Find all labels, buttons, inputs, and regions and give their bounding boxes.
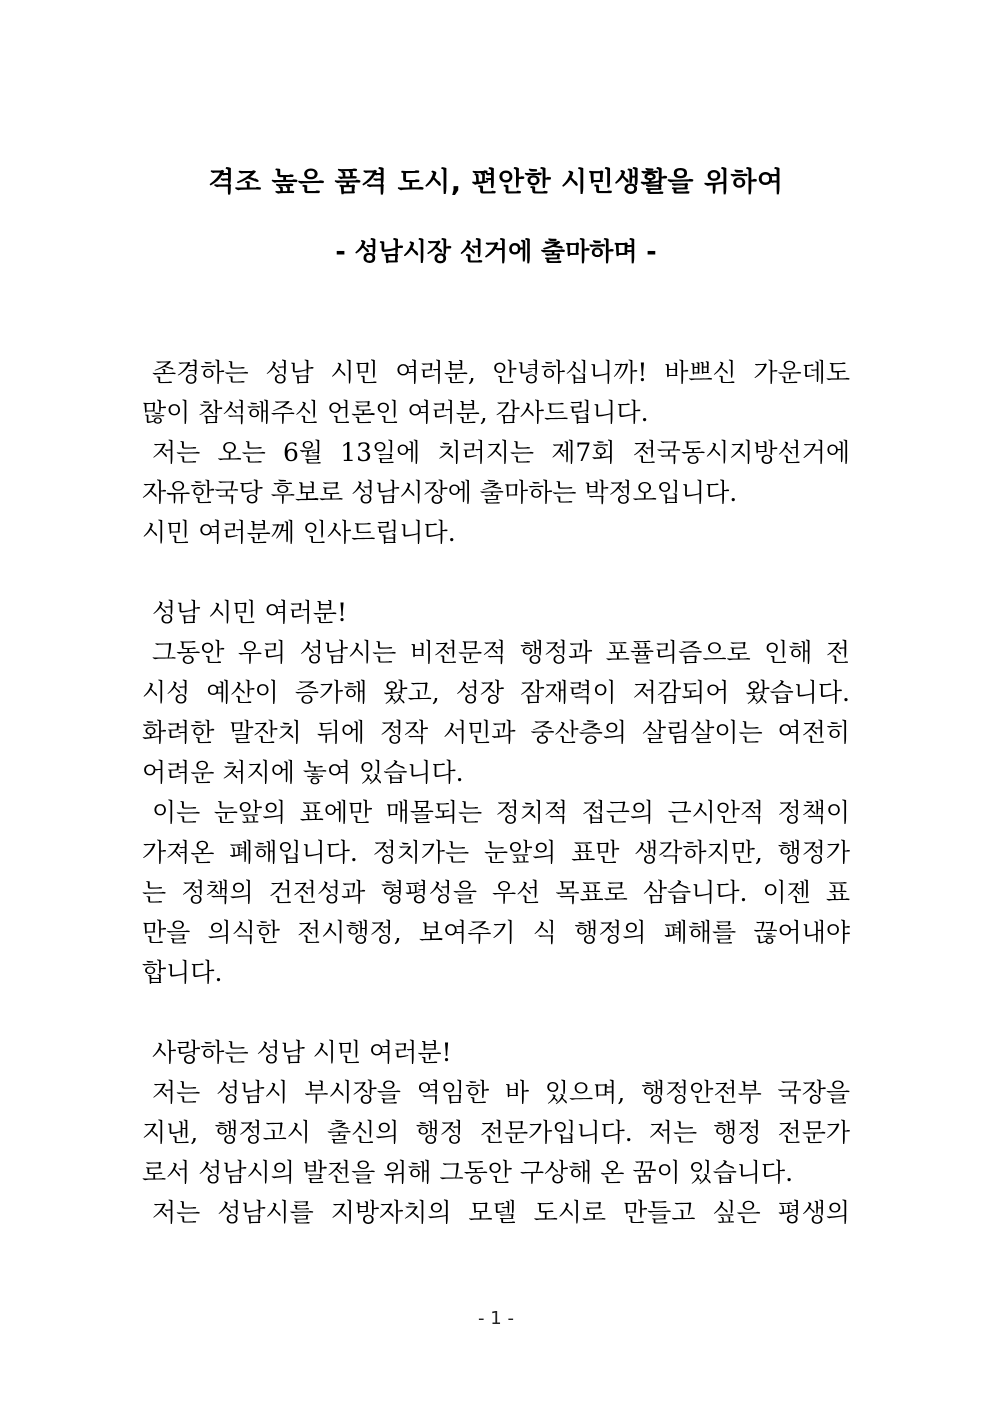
text-line: 사랑하는 성남 시민 여러분! xyxy=(152,1038,452,1067)
text-line: 저는 성남시 부시장을 역임한 바 있으며, 행정안전부 국장을 xyxy=(152,1078,850,1107)
page-title: 격조 높은 품격 도시, 편안한 시민생활을 위하여 xyxy=(208,167,784,198)
text-line: 는 정책의 건전성과 형평성을 우선 목표로 삼습니다. 이젠 표 xyxy=(142,878,850,907)
text-line: 저는 오는 6월 13일에 치러지는 제7회 전국동시지방선거에 xyxy=(152,438,850,467)
text-line: 시성 예산이 증가해 왔고, 성장 잠재력이 저감되어 왔습니다. xyxy=(142,678,850,707)
text-line: 화려한 말잔치 뒤에 정작 서민과 중산층의 살림살이는 여전히 xyxy=(142,718,850,747)
text-line: 로서 성남시의 발전을 위해 그동안 구상해 온 꿈이 있습니다. xyxy=(142,1158,794,1187)
text-line: 그동안 우리 성남시는 비전문적 행정과 포퓰리즘으로 인해 전 xyxy=(152,638,850,667)
text-line: 성남 시민 여러분! xyxy=(152,598,347,627)
text-line: 많이 참석해주신 언론인 여러분, 감사드립니다. xyxy=(142,398,649,427)
text-line: 만을 의식한 전시행정, 보여주기 식 행정의 폐해를 끊어내야 xyxy=(142,918,850,947)
text-line: 가져온 폐해입니다. 정치가는 눈앞의 표만 생각하지만, 행정가 xyxy=(142,838,850,867)
paragraph-spacer xyxy=(142,993,850,1033)
text-line: 존경하는 성남 시민 여러분, 안녕하십니까! 바쁘신 가운데도 xyxy=(152,358,850,387)
text-line: 어려운 처지에 놓여 있습니다. xyxy=(142,758,464,787)
text-line: 합니다. xyxy=(142,958,223,987)
text-line: 시민 여러분께 인사드립니다. xyxy=(142,518,456,547)
page-subtitle: - 성남시장 선거에 출마하며 - xyxy=(335,237,657,266)
page-number: - 1 - xyxy=(478,1308,514,1329)
text-line: 이는 눈앞의 표에만 매몰되는 정치적 접근의 근시안적 정책이 xyxy=(152,798,850,827)
text-line: 저는 성남시를 지방자치의 모델 도시로 만들고 싶은 평생의 xyxy=(152,1198,850,1227)
text-line: 자유한국당 후보로 성남시장에 출마하는 박정오입니다. xyxy=(142,478,738,507)
paragraph-spacer xyxy=(142,553,850,593)
speech-body xyxy=(142,353,850,1233)
text-line: 지낸, 행정고시 출신의 행정 전문가입니다. 저는 행정 전문가 xyxy=(142,1118,850,1147)
